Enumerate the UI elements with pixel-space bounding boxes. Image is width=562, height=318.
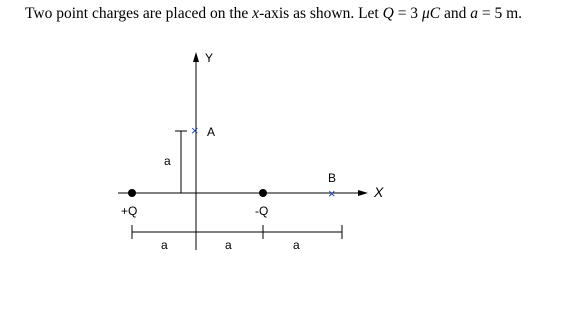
- problem-unit: μC: [421, 5, 441, 22]
- positive-charge-label: +Q: [121, 204, 138, 218]
- bottom-dimension-label: a: [293, 238, 300, 252]
- vertical-dimension-label: a: [164, 154, 171, 168]
- problem-text-part: and: [440, 5, 471, 22]
- x-axis-label: X: [374, 184, 384, 200]
- negative-charge: [259, 189, 267, 197]
- problem-text-part: = 5 m.: [477, 5, 523, 22]
- bottom-dimension-label: a: [225, 238, 232, 252]
- y-axis-arrowhead: [193, 52, 199, 62]
- point-b-label: B: [328, 171, 337, 185]
- problem-var-q: Q: [382, 5, 394, 22]
- problem-var-x: x: [252, 5, 260, 22]
- negative-charge-label: -Q: [255, 204, 269, 218]
- y-axis-label: Y: [205, 51, 214, 65]
- x-axis-arrowhead: [358, 190, 368, 196]
- problem-text-part: Two point charges are placed on the: [25, 5, 253, 22]
- point-a-marker: ×: [191, 123, 199, 138]
- point-a-label: A: [207, 125, 216, 139]
- positive-charge: [128, 189, 136, 197]
- point-b-marker: ×: [328, 186, 336, 201]
- problem-text-part: = 3: [393, 5, 422, 22]
- problem-text-part: -axis as shown. Let: [259, 5, 383, 22]
- bottom-dimension-label: a: [161, 238, 168, 252]
- problem-var-a: a: [470, 5, 478, 22]
